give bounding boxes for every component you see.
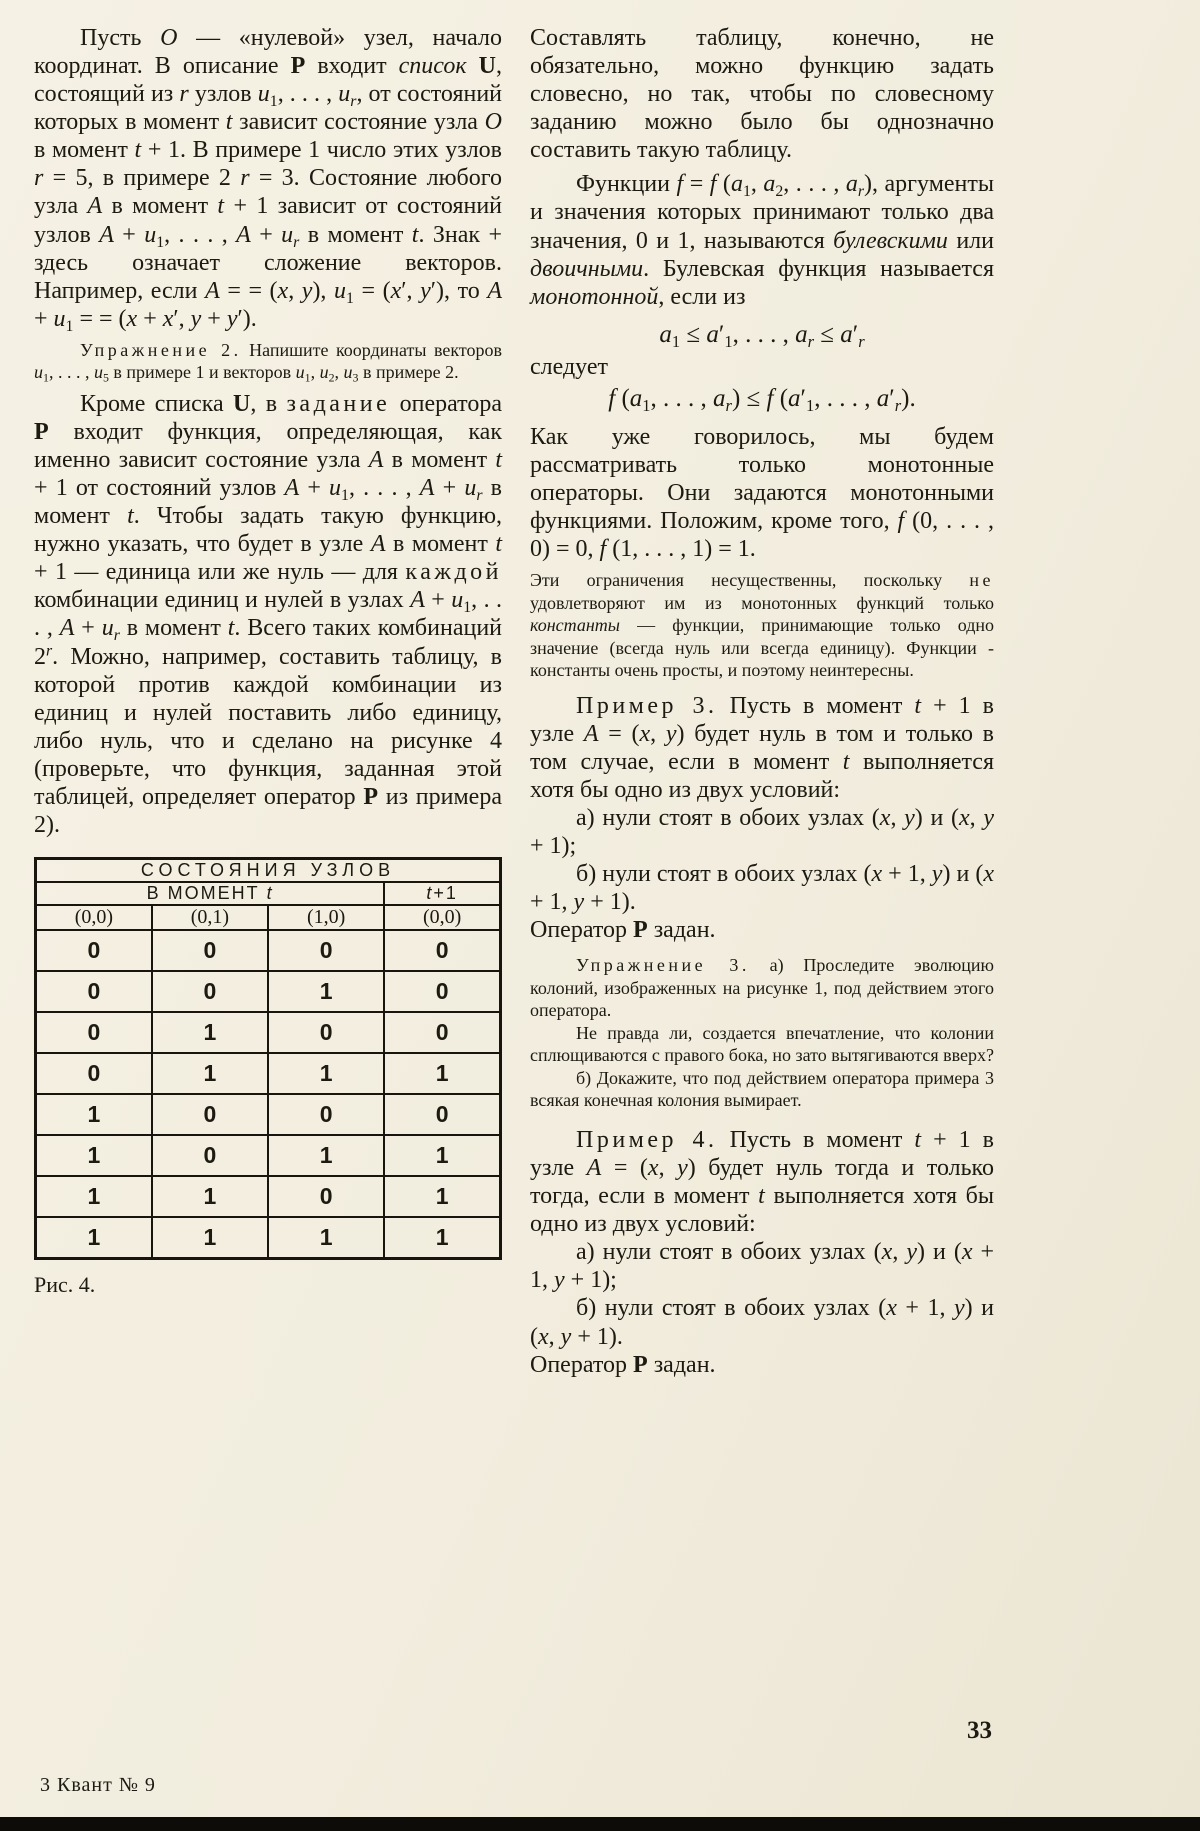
table-cell: 0: [268, 1094, 384, 1135]
example-4-condition-a: а) нули стоят в обоих узлах (x, y) и (x + 1, y + 1);: [530, 1239, 995, 1294]
table-cell: 1: [152, 1176, 268, 1217]
exercise-3-part-a: Упражнение 3. а) Проследите эволюцию колоний, изображенных на рисунке 1, под действием этого оператора.: [530, 955, 994, 1021]
table-subhead-moment-t: В МОМЕНТ t: [36, 882, 385, 905]
figure-caption: Рис. 4.: [34, 1272, 96, 1298]
table-row: [36, 1135, 501, 1176]
exercise-2: Упражнение 2. Напишите координаты векторов $u_1$, . . . , $u_5$ в примере 1 и векторов $u_1$, $u_2$, $u_3$ в примере 2.: [34, 339, 502, 385]
table-row: [36, 971, 501, 1012]
table-cell: 1: [384, 1176, 500, 1217]
example-4-intro: Пример 4. Пусть в момент t + 1 в узле А = (x, y) будет нуль тогда и только тогда, если в момент t выполняется хотя бы одно из двух условий:: [530, 1126, 995, 1238]
table-cell: 0: [36, 1012, 152, 1053]
example-3-intro: Пример 3. Пусть в момент t + 1 в узле А = (x, y) будет нуль в том и только в том случае, если в момент t выполняется хотя бы одно из двух условий:: [530, 692, 995, 803]
table-subhead-row: [36, 882, 501, 905]
paragraph-function-definition: Кроме списка U, в задание оператора Р входит функция, определяющая, как именно зависит состояние узла А в момент t + 1 от состояний узлов $A + u_1$, . . . , $A + u_r$ в момент t. Чтобы задать такую функцию, нужно указать, что будет в узле А в момент t + 1 — единица или же нуль — для каждой комбинации единиц и нулей в узлах $A + u_1$, . . . , $A + u_r$ в момент t. Всего таких комбинаций 2$^r$. Можно, например, составить таблицу, в которой против каждой комбинации из единиц и нулей поставить либо единицу, либо нуль, что и сделано на рисунке 4 (проверьте, что функция, заданная этой таблицей, определяет оператор Р из примера 2).: [34, 390, 503, 839]
truth-table-figure-4: [34, 857, 502, 1260]
table-cell: 1: [36, 1217, 152, 1259]
page-content: [34, 24, 994, 1379]
left-column: [34, 24, 502, 1379]
table-cell: 1: [268, 971, 384, 1012]
table-cell: 0: [36, 971, 152, 1012]
right-column: [530, 24, 994, 1379]
page-number: 33: [967, 1717, 992, 1744]
note-constant-functions: Эти ограничения несущественны, поскольку не удовлетворяют им из монотонных функций только константы — функции, принимающие только одно значение (всегда нуль или всегда единицу). Функции - константы очень просты, и поэтому неинтересны.: [530, 570, 994, 681]
table-cell: 1: [268, 1135, 384, 1176]
example-3-conclusion: Оператор Р задан.: [530, 917, 716, 944]
table-cell: 0: [268, 930, 384, 971]
table-row: [36, 1094, 501, 1135]
paragraph-verbal-definition: Составлять таблицу, конечно, не обязательно, можно функцию задать словесно, но так, чтобы по словесному заданию можно было бы однозначно составить такую таблицу.: [530, 25, 994, 164]
scan-edge-bar: [0, 1817, 1200, 1831]
paragraph-operator-description: Пусть O — «нулевой» узел, начало координат. В описание Р входит список U, состоящий из r узлов $u_1$, . . . , $u_r$, от состояний которых в момент t зависит состояние узла O в момент t + 1. В примере 1 число этих узлов r = 5, в примере 2 r = 3. Состояние любого узла А в момент t + 1 зависит от состояний узлов $A + u_1$, . . . , $A + u_r$ в момент t. Знак + здесь означает сложение векторов. Например, если A = = (x, y), $u_1 = (x'$, y′), то $A + u_1$ = = (x + x′, y + y′).: [34, 25, 503, 335]
example-3-condition-a: а) нули стоят в обоих узлах (x, y) и (x, y + 1);: [530, 805, 995, 860]
table-cell: 0: [268, 1176, 384, 1217]
table-cell: 1: [268, 1053, 384, 1094]
table-cell: 1: [268, 1217, 384, 1259]
table-row: [36, 1217, 501, 1259]
table-row: [36, 1012, 501, 1053]
table-cell: 0: [384, 1012, 500, 1053]
table-cell: 0: [152, 971, 268, 1012]
table-cell: 0: [152, 930, 268, 971]
table-cell: 0: [384, 1094, 500, 1135]
exercise-3-part-b: б) Докажите, что под действием оператора примера 3 всякая конечная колония вымирает.: [530, 1067, 994, 1111]
formula-monotonicity-conclusion: f ($a_1$, . . . , $a_r) \le f$ ($a'_1$, . . . , $a'_r$).: [608, 384, 916, 415]
table-cell: 1: [384, 1053, 500, 1094]
table-cell: 0: [384, 930, 500, 971]
table-column-header-row: [36, 905, 501, 930]
formula-monotonicity-premise: $a_1 \le a'_1$, . . . , $a_r \le a'_r$: [659, 320, 865, 351]
table-cell: 1: [36, 1094, 152, 1135]
paragraph-boolean-functions: Функции f = f ($a_1$, $a_2$, . . . , $a_r$), аргументы и значения которых принимают только два значения, 0 и 1, называются булевскими или двоичными. Булевская функция называется монотонной, если из: [530, 171, 995, 310]
exercise-3-remark: Не правда ли, создается впечатление, что колонии сплющиваются с правого бока, но зато вытягиваются вверх?: [530, 1022, 995, 1066]
example-4-conclusion: Оператор Р задан.: [530, 1351, 716, 1378]
paragraph-monotone-operators: Как уже говорилось, мы будем рассматривать только монотонные операторы. Они задаются монотонными функциями. Положим, кроме того, f (0, . . . , 0) = 0, f (1, . . . , 1) = 1.: [530, 423, 994, 563]
print-signature: 3 Квант № 9: [40, 1774, 156, 1796]
table-cell: 0: [152, 1094, 268, 1135]
table-cell: 0: [152, 1135, 268, 1176]
table-cell: 0: [384, 971, 500, 1012]
table-cell: 1: [36, 1135, 152, 1176]
table-cell: 0: [36, 930, 152, 971]
table-title: СОСТОЯНИЯ УЗЛОВ: [36, 859, 501, 883]
table-subhead-t-plus-1: t+1: [384, 882, 500, 905]
table-cell: 1: [152, 1053, 268, 1094]
example-4-condition-b: б) нули стоят в обоих узлах (x + 1, y) и (x, y + 1).: [530, 1295, 995, 1350]
column-header-node-01: (0,1): [152, 905, 268, 930]
table-cell: 1: [152, 1012, 268, 1053]
table-row: [36, 1176, 501, 1217]
table-row: [36, 930, 501, 971]
table-cell: 1: [384, 1217, 500, 1259]
table-cell: 1: [152, 1217, 268, 1259]
table-cell: 0: [36, 1053, 152, 1094]
column-header-node-00: (0,0): [36, 905, 152, 930]
table-cell: 1: [36, 1176, 152, 1217]
table-row: [36, 1053, 501, 1094]
column-header-node-10: (1,0): [268, 905, 384, 930]
table-title-row: [36, 859, 501, 883]
column-header-node-00-next: (0,0): [384, 905, 500, 930]
table-cell: 0: [268, 1012, 384, 1053]
word-follows: следует: [530, 353, 608, 380]
example-3-condition-b: б) нули стоят в обоих узлах (x + 1, y) и (x + 1, y + 1).: [530, 861, 995, 916]
table-cell: 1: [384, 1135, 500, 1176]
